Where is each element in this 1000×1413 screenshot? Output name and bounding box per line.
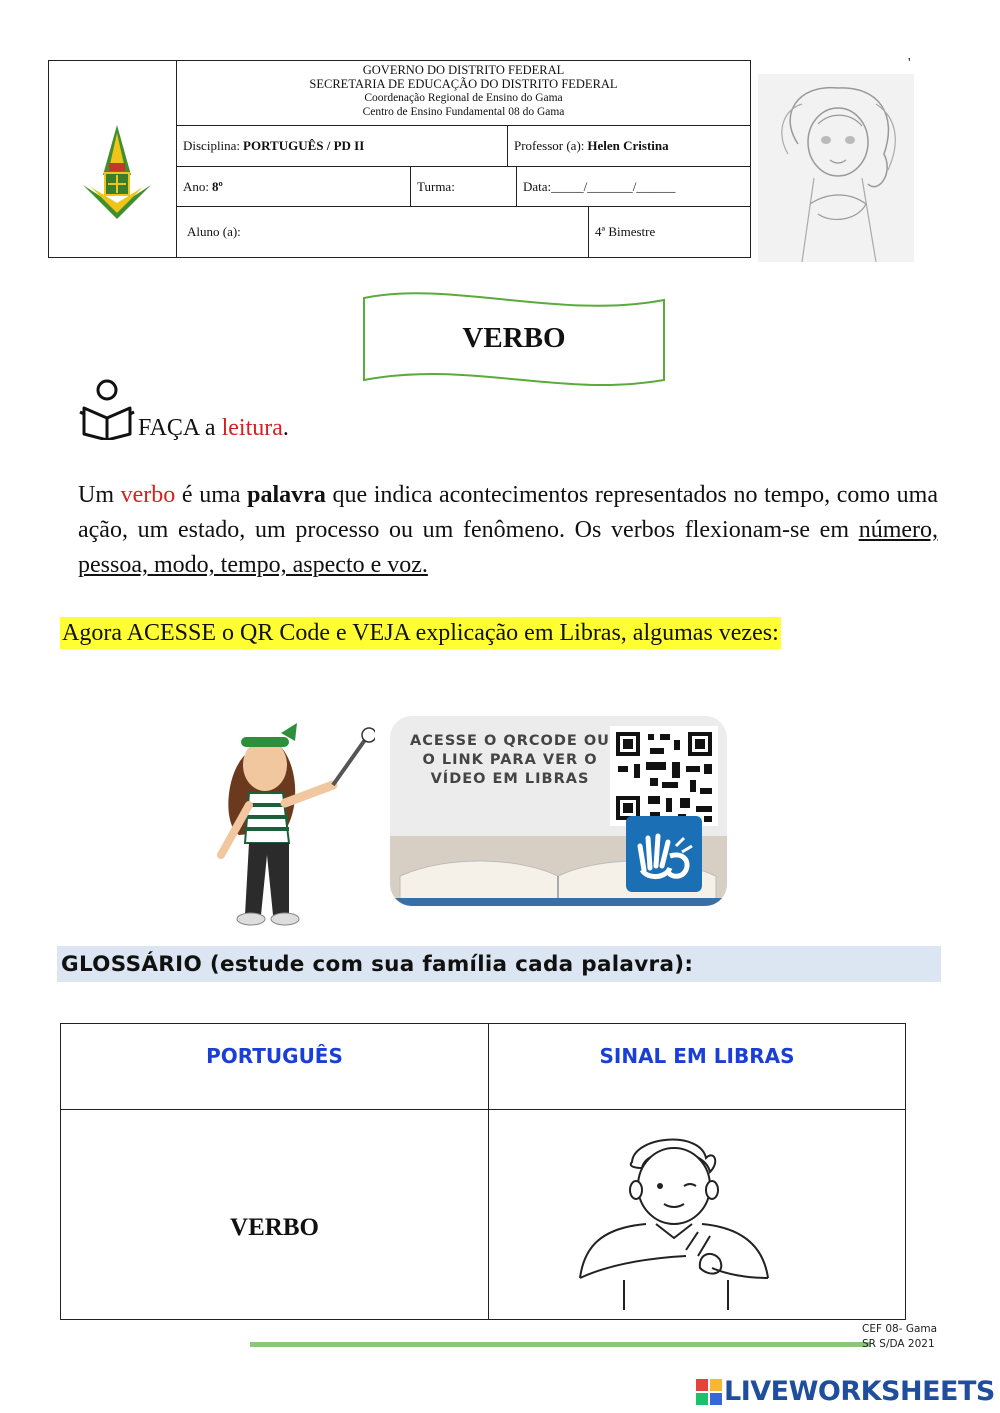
disciplina-label: Disciplina: [183,138,241,153]
data-label: Data:_____/_______/______ [523,178,676,194]
corner-mark: ' [908,56,911,71]
para-text-3: que indica acontecimentos representados no tempo, como uma ação, um estado, um processo ou um fenômeno. Os verbos flexionam-se em [78,482,938,543]
df-emblem-icon [77,123,157,223]
card-text: ACESSE O QRCODE OU O LINK PARA VER O VÍDEO EM LIBRAS [410,733,610,787]
reading-instruction [138,415,289,442]
glossary-word: VERBO [230,1214,319,1241]
teacher-avatar-illustration [205,715,375,930]
libras-sign-illustration [550,1128,786,1310]
ano-value: 8º [212,178,223,194]
watermark-text: LIVEWORKSHEETS [724,1376,995,1407]
teacher-sketch-image [758,74,914,262]
professor-cell [508,126,750,166]
para-palavra-word: palavra [247,482,326,508]
qr-code-image[interactable] [610,726,718,826]
ano-cell [177,167,411,206]
liveworksheets-logo-icon [696,1379,722,1405]
para-text-2: é uma [175,482,248,508]
institution-block [177,61,750,126]
verb-definition-paragraph [78,478,938,583]
turma-label: Turma: [417,178,455,194]
reading-highlight: leitura [221,415,283,441]
disciplina-value: PORTUGUÊS / PD II [243,138,365,153]
para-verbo-word: verbo [120,482,176,508]
page-title: VERBO [462,322,566,354]
para-text-1: Um [78,482,121,508]
footer-line-1: CEF 08- Gama [862,1323,938,1335]
footer-divider [250,1342,870,1347]
bimestre-label: 4ª Bimestre [595,224,656,239]
disciplina-cell [177,126,508,166]
footer-info [862,1322,937,1352]
turma-cell [411,167,517,206]
col-header-portugues: PORTUGUÊS [206,1044,343,1068]
table-row-divider [61,1109,905,1110]
ano-label: Ano: [183,178,209,194]
reading-suffix: . [282,415,289,441]
professor-label: Professor (a): [514,138,585,153]
aluno-label: Aluno (a): [187,224,241,239]
libras-hands-icon [626,816,702,892]
para-underlined: número, pessoa, modo, tempo, aspecto e voz. [78,517,938,578]
gov-line: GOVERNO DO DISTRITO FEDERAL [362,63,565,77]
school-header-table [48,60,751,258]
professor-value: Helen Cristina [587,138,669,153]
header-row-aluno [177,207,750,257]
logo-cell [49,61,177,257]
bimestre-cell [589,207,750,257]
reading-prefix: FAÇA a [138,415,222,441]
liveworksheets-watermark [696,1376,995,1407]
footer-line-2: SR S/DA 2021 [862,1338,935,1350]
centro-line: Centro de Ensino Fundamental 08 do Gama [362,106,565,118]
secretaria-line: SECRETARIA DE EDUCAÇÃO DO DISTRITO FEDERAL [309,77,618,91]
qr-video-card[interactable] [390,716,727,906]
table-column-divider [488,1024,489,1319]
qr-instruction: Agora ACESSE o QR Code e VEJA explicação em Libras, algumas vezes: [60,617,781,649]
reading-person-icon [78,378,136,440]
glossary-heading: GLOSSÁRIO (estude com sua família cada palavra): [57,946,941,982]
col-header-sinal: SINAL EM LIBRAS [599,1044,795,1068]
coordenacao-line: Coordenação Regional de Ensino do Gama [364,92,563,104]
aluno-cell [177,207,589,257]
header-row-disciplina [177,126,750,167]
header-row-ano [177,167,750,207]
data-cell [517,167,750,206]
